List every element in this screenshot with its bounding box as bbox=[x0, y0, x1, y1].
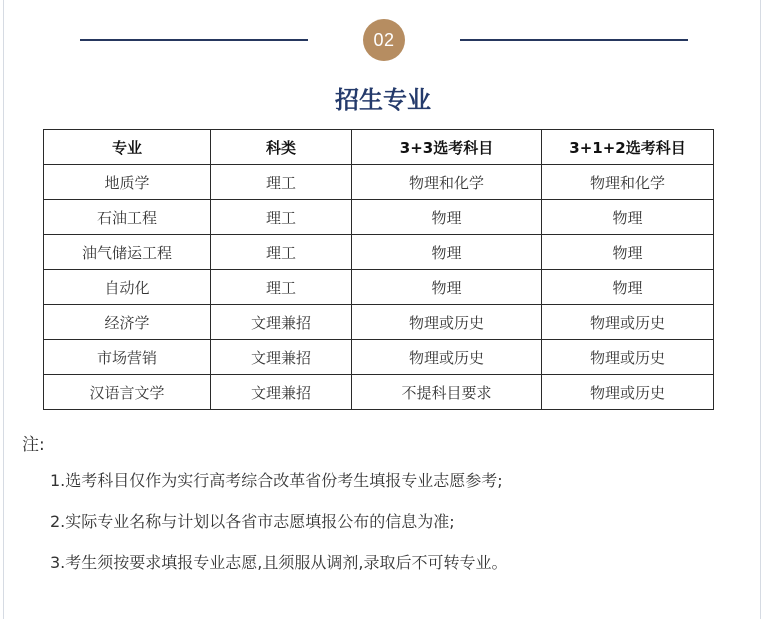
table-row bbox=[44, 200, 714, 235]
cell-subjects-3-3: 物理或历史 bbox=[352, 340, 542, 375]
cell-category: 文理兼招 bbox=[211, 340, 352, 375]
cell-major: 市场营销 bbox=[44, 340, 211, 375]
cell-major: 经济学 bbox=[44, 305, 211, 340]
header-major: 专业 bbox=[44, 130, 211, 165]
table-row bbox=[44, 235, 714, 270]
cell-subjects-3-3: 物理 bbox=[352, 200, 542, 235]
cell-subjects-3-1-2: 物理或历史 bbox=[542, 375, 714, 410]
cell-subjects-3-1-2: 物理 bbox=[542, 200, 714, 235]
cell-category: 理工 bbox=[211, 270, 352, 305]
section-number-badge: 02 bbox=[363, 19, 405, 61]
cell-subjects-3-3: 不提科目要求 bbox=[352, 375, 542, 410]
cell-subjects-3-1-2: 物理 bbox=[542, 270, 714, 305]
cell-subjects-3-1-2: 物理 bbox=[542, 235, 714, 270]
cell-subjects-3-1-2: 物理或历史 bbox=[542, 305, 714, 340]
cell-subjects-3-3: 物理或历史 bbox=[352, 305, 542, 340]
cell-category: 文理兼招 bbox=[211, 375, 352, 410]
cell-subjects-3-1-2: 物理和化学 bbox=[542, 165, 714, 200]
document-page bbox=[3, 0, 761, 619]
cell-subjects-3-3: 物理和化学 bbox=[352, 165, 542, 200]
header-subjects-3-1-2: 3+1+2选考科目 bbox=[542, 130, 714, 165]
cell-major: 自动化 bbox=[44, 270, 211, 305]
header-rule-right bbox=[460, 39, 688, 41]
note-item-1: 1.选考科目仅作为实行高考综合改革省份考生填报专业志愿参考; bbox=[50, 471, 503, 490]
header-rule-left bbox=[80, 39, 308, 41]
cell-major: 油气储运工程 bbox=[44, 235, 211, 270]
table-row bbox=[44, 375, 714, 410]
cell-major: 石油工程 bbox=[44, 200, 211, 235]
section-title: 招生专业 bbox=[335, 86, 431, 114]
table-row bbox=[44, 340, 714, 375]
note-item-3: 3.考生须按要求填报专业志愿,且须服从调剂,录取后不可转专业。 bbox=[50, 553, 508, 572]
header-subjects-3-3: 3+3选考科目 bbox=[352, 130, 542, 165]
header-category: 科类 bbox=[211, 130, 352, 165]
majors-table bbox=[43, 129, 714, 410]
cell-category: 理工 bbox=[211, 200, 352, 235]
table-row bbox=[44, 270, 714, 305]
table-row bbox=[44, 305, 714, 340]
cell-category: 理工 bbox=[211, 235, 352, 270]
table-row bbox=[44, 165, 714, 200]
notes-label: 注: bbox=[22, 435, 45, 455]
cell-subjects-3-1-2: 物理或历史 bbox=[542, 340, 714, 375]
cell-category: 理工 bbox=[211, 165, 352, 200]
cell-category: 文理兼招 bbox=[211, 305, 352, 340]
table-header-row bbox=[44, 130, 714, 165]
cell-subjects-3-3: 物理 bbox=[352, 235, 542, 270]
cell-subjects-3-3: 物理 bbox=[352, 270, 542, 305]
cell-major: 地质学 bbox=[44, 165, 211, 200]
note-item-2: 2.实际专业名称与计划以各省市志愿填报公布的信息为准; bbox=[50, 512, 455, 531]
cell-major: 汉语言文学 bbox=[44, 375, 211, 410]
